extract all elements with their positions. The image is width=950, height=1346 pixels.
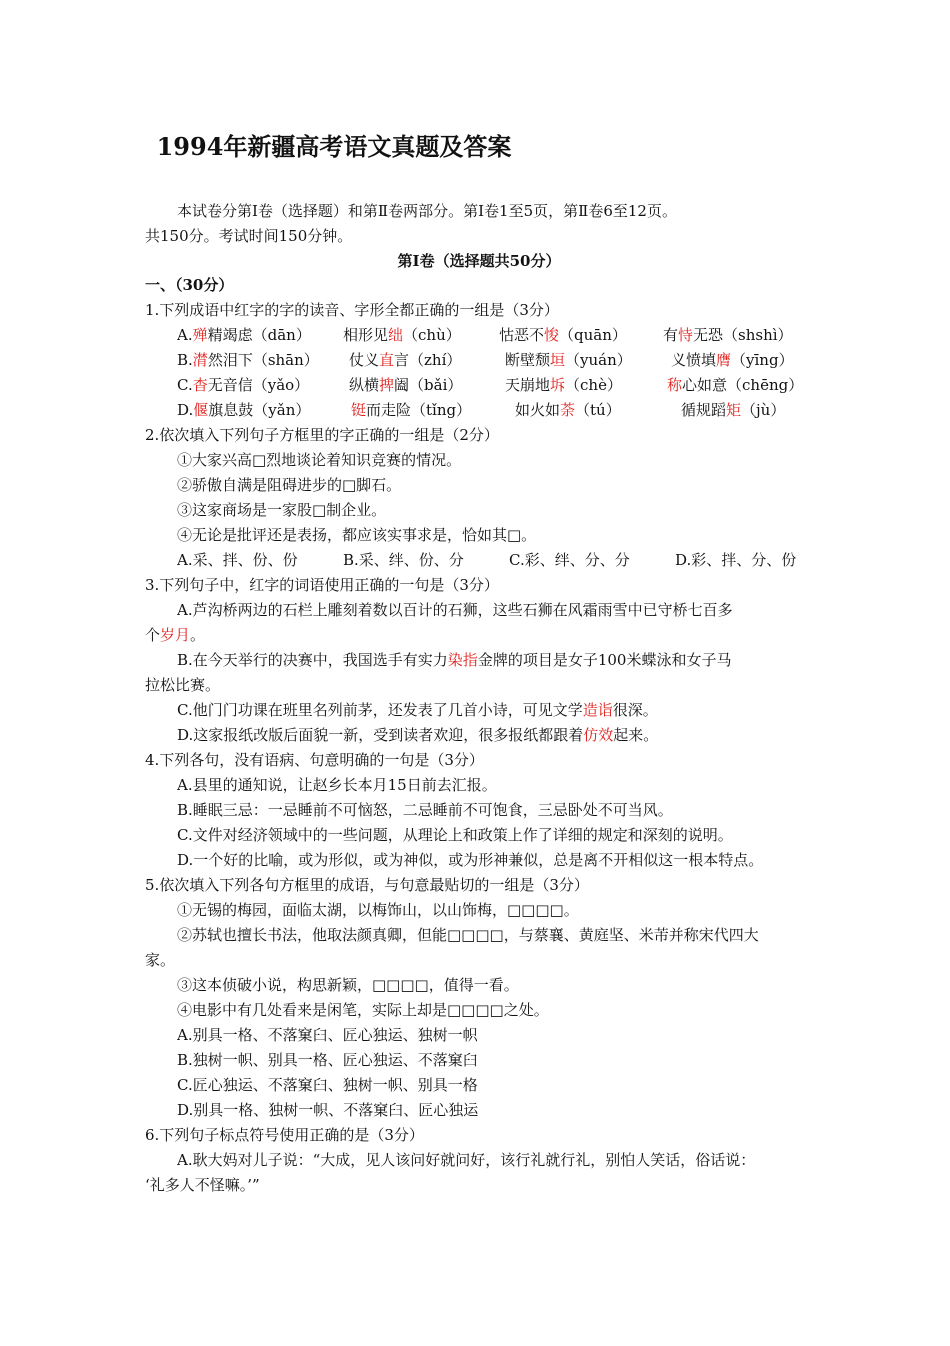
intro-line-2: 共150分。考试时间150分钟。: [145, 227, 353, 245]
question-1-option-a: A.殚精竭虑（dān） 相形见绌（chù） 怙恶不悛（quān） 有恃无恐（shshì）: [177, 326, 793, 344]
question-3-option-a-line-1: A.芦沟桥两边的石栏上雕刻着数以百计的石狮，这些石狮在风霜雨雪中已守桥七百多: [177, 601, 733, 619]
question-5-sentence-3: ③这本侦破小说，构思新颖，□□□□，值得一看。: [177, 976, 519, 994]
question-5-option-a: A.别具一格、不落窠臼、匠心独运、独树一帜: [177, 1026, 478, 1044]
question-2-option-a: A.采、拌、份、份: [177, 551, 298, 569]
question-1-stem: 1.下列成语中红字的字的读音、字形全都正确的一组是（3分）: [145, 301, 559, 319]
question-3-option-b-line-1: B.在今天举行的决赛中，我国选手有实力染指金牌的项目是女子100米蝶泳和女子马: [177, 651, 732, 669]
intro-line-1: 本试卷分第Ⅰ卷（选择题）和第Ⅱ卷两部分。第Ⅰ卷1至5页，第Ⅱ卷6至12页。: [177, 202, 677, 220]
part-heading: 一、（30分）: [145, 276, 234, 294]
question-2-options: [177, 548, 813, 573]
question-1-option-c: C.杳无音信（yǎo） 纵横捭阖（bǎi） 天崩地坼（chè） 称心如意（chēng）: [177, 376, 804, 394]
question-3-stem: 3.下列句子中，红字的词语使用正确的一句是（3分）: [145, 576, 499, 594]
question-5-sentence-1: ①无锡的梅园，面临太湖，以梅饰山，以山饰梅，□□□□。: [177, 901, 579, 919]
question-2-sentence-4: ④无论是批评还是表扬，都应该实事求是，恰如其□。: [177, 526, 537, 544]
question-6-option-a-line-2: ‘礼多人不怪嘛。’”: [145, 1176, 260, 1194]
page-title: 1994年新疆高考语文真题及答案: [156, 132, 512, 161]
question-5-option-c: C.匠心独运、不落窠臼、独树一帜、别具一格: [177, 1076, 478, 1094]
question-5-sentence-2-line-1: ②苏轼也擅长书法，他取法颜真卿，但能□□□□，与蔡襄、黄庭坚、米芾并称宋代四大: [177, 926, 759, 944]
question-2-option-b: B.采、绊、份、分: [343, 551, 464, 569]
question-2-sentence-2: ②骄傲自满是阻碍进步的□脚石。: [177, 476, 402, 494]
question-5-stem: 5.依次填入下列各句方框里的成语，与句意最贴切的一组是（3分）: [145, 876, 589, 894]
question-5-option-b: B.独树一帜、别具一格、匠心独运、不落窠臼: [177, 1051, 478, 1069]
question-2-option-d: D.彩、拌、分、份: [675, 551, 797, 569]
question-4-stem: 4.下列各句，没有语病、句意明确的一句是（3分）: [145, 751, 484, 769]
question-3-option-d: D.这家报纸改版后面貌一新，受到读者欢迎，很多报纸都跟着仿效起来。: [177, 726, 659, 744]
question-3-option-b-line-2: 拉松比赛。: [145, 676, 221, 694]
question-1-option-d: D.偃旗息鼓（yǎn） 铤而走险（tǐng） 如火如荼（tú） 循规蹈矩（jù）: [177, 401, 786, 419]
question-4-option-b: B.睡眠三忌：一忌睡前不可恼怒，二忌睡前不可饱食，三忌卧处不可当风。: [177, 801, 673, 819]
question-1-option-b: B.潸然泪下（shān） 仗义直言（zhí） 断壁颓垣（yuán） 义愤填膺（yīng）: [177, 351, 794, 369]
question-4-option-a: A.县里的通知说，让赵乡长本月15日前去汇报。: [177, 776, 497, 794]
question-4-option-d: D.一个好的比喻，或为形似，或为神似，或为形神兼似，总是离不开相似这一根本特点。: [177, 851, 764, 869]
question-5-sentence-4: ④电影中有几处看来是闲笔，实际上却是□□□□之处。: [177, 1001, 549, 1019]
section-title: 第Ⅰ卷（选择题共50分）: [397, 252, 561, 270]
question-5-option-d: D.别具一格、独树一帜、不落窠臼、匠心独运: [177, 1101, 479, 1119]
question-3-option-a-line-2: 个岁月。: [145, 626, 206, 644]
question-2-stem: 2.依次填入下列句子方框里的字正确的一组是（2分）: [145, 426, 499, 444]
question-3-option-c: C.他门门功课在班里名列前茅，还发表了几首小诗，可见文学造诣很深。: [177, 701, 658, 719]
question-4-option-c: C.文件对经济领域中的一些问题，从理论上和政策上作了详细的规定和深刻的说明。: [177, 826, 733, 844]
question-2-option-c: C.彩、绊、分、分: [509, 551, 630, 569]
question-2-sentence-1: ①大家兴高□烈地谈论着知识竞赛的情况。: [177, 451, 462, 469]
question-5-sentence-2-line-2: 家。: [145, 951, 176, 969]
question-6-option-a-line-1: A.耿大妈对儿子说：“大成，见人该问好就问好，该行礼就行礼，别怕人笑话，俗话说：: [177, 1151, 756, 1169]
question-6-stem: 6.下列句子标点符号使用正确的是（3分）: [145, 1126, 424, 1144]
question-2-sentence-3: ③这家商场是一家股□制企业。: [177, 501, 387, 519]
